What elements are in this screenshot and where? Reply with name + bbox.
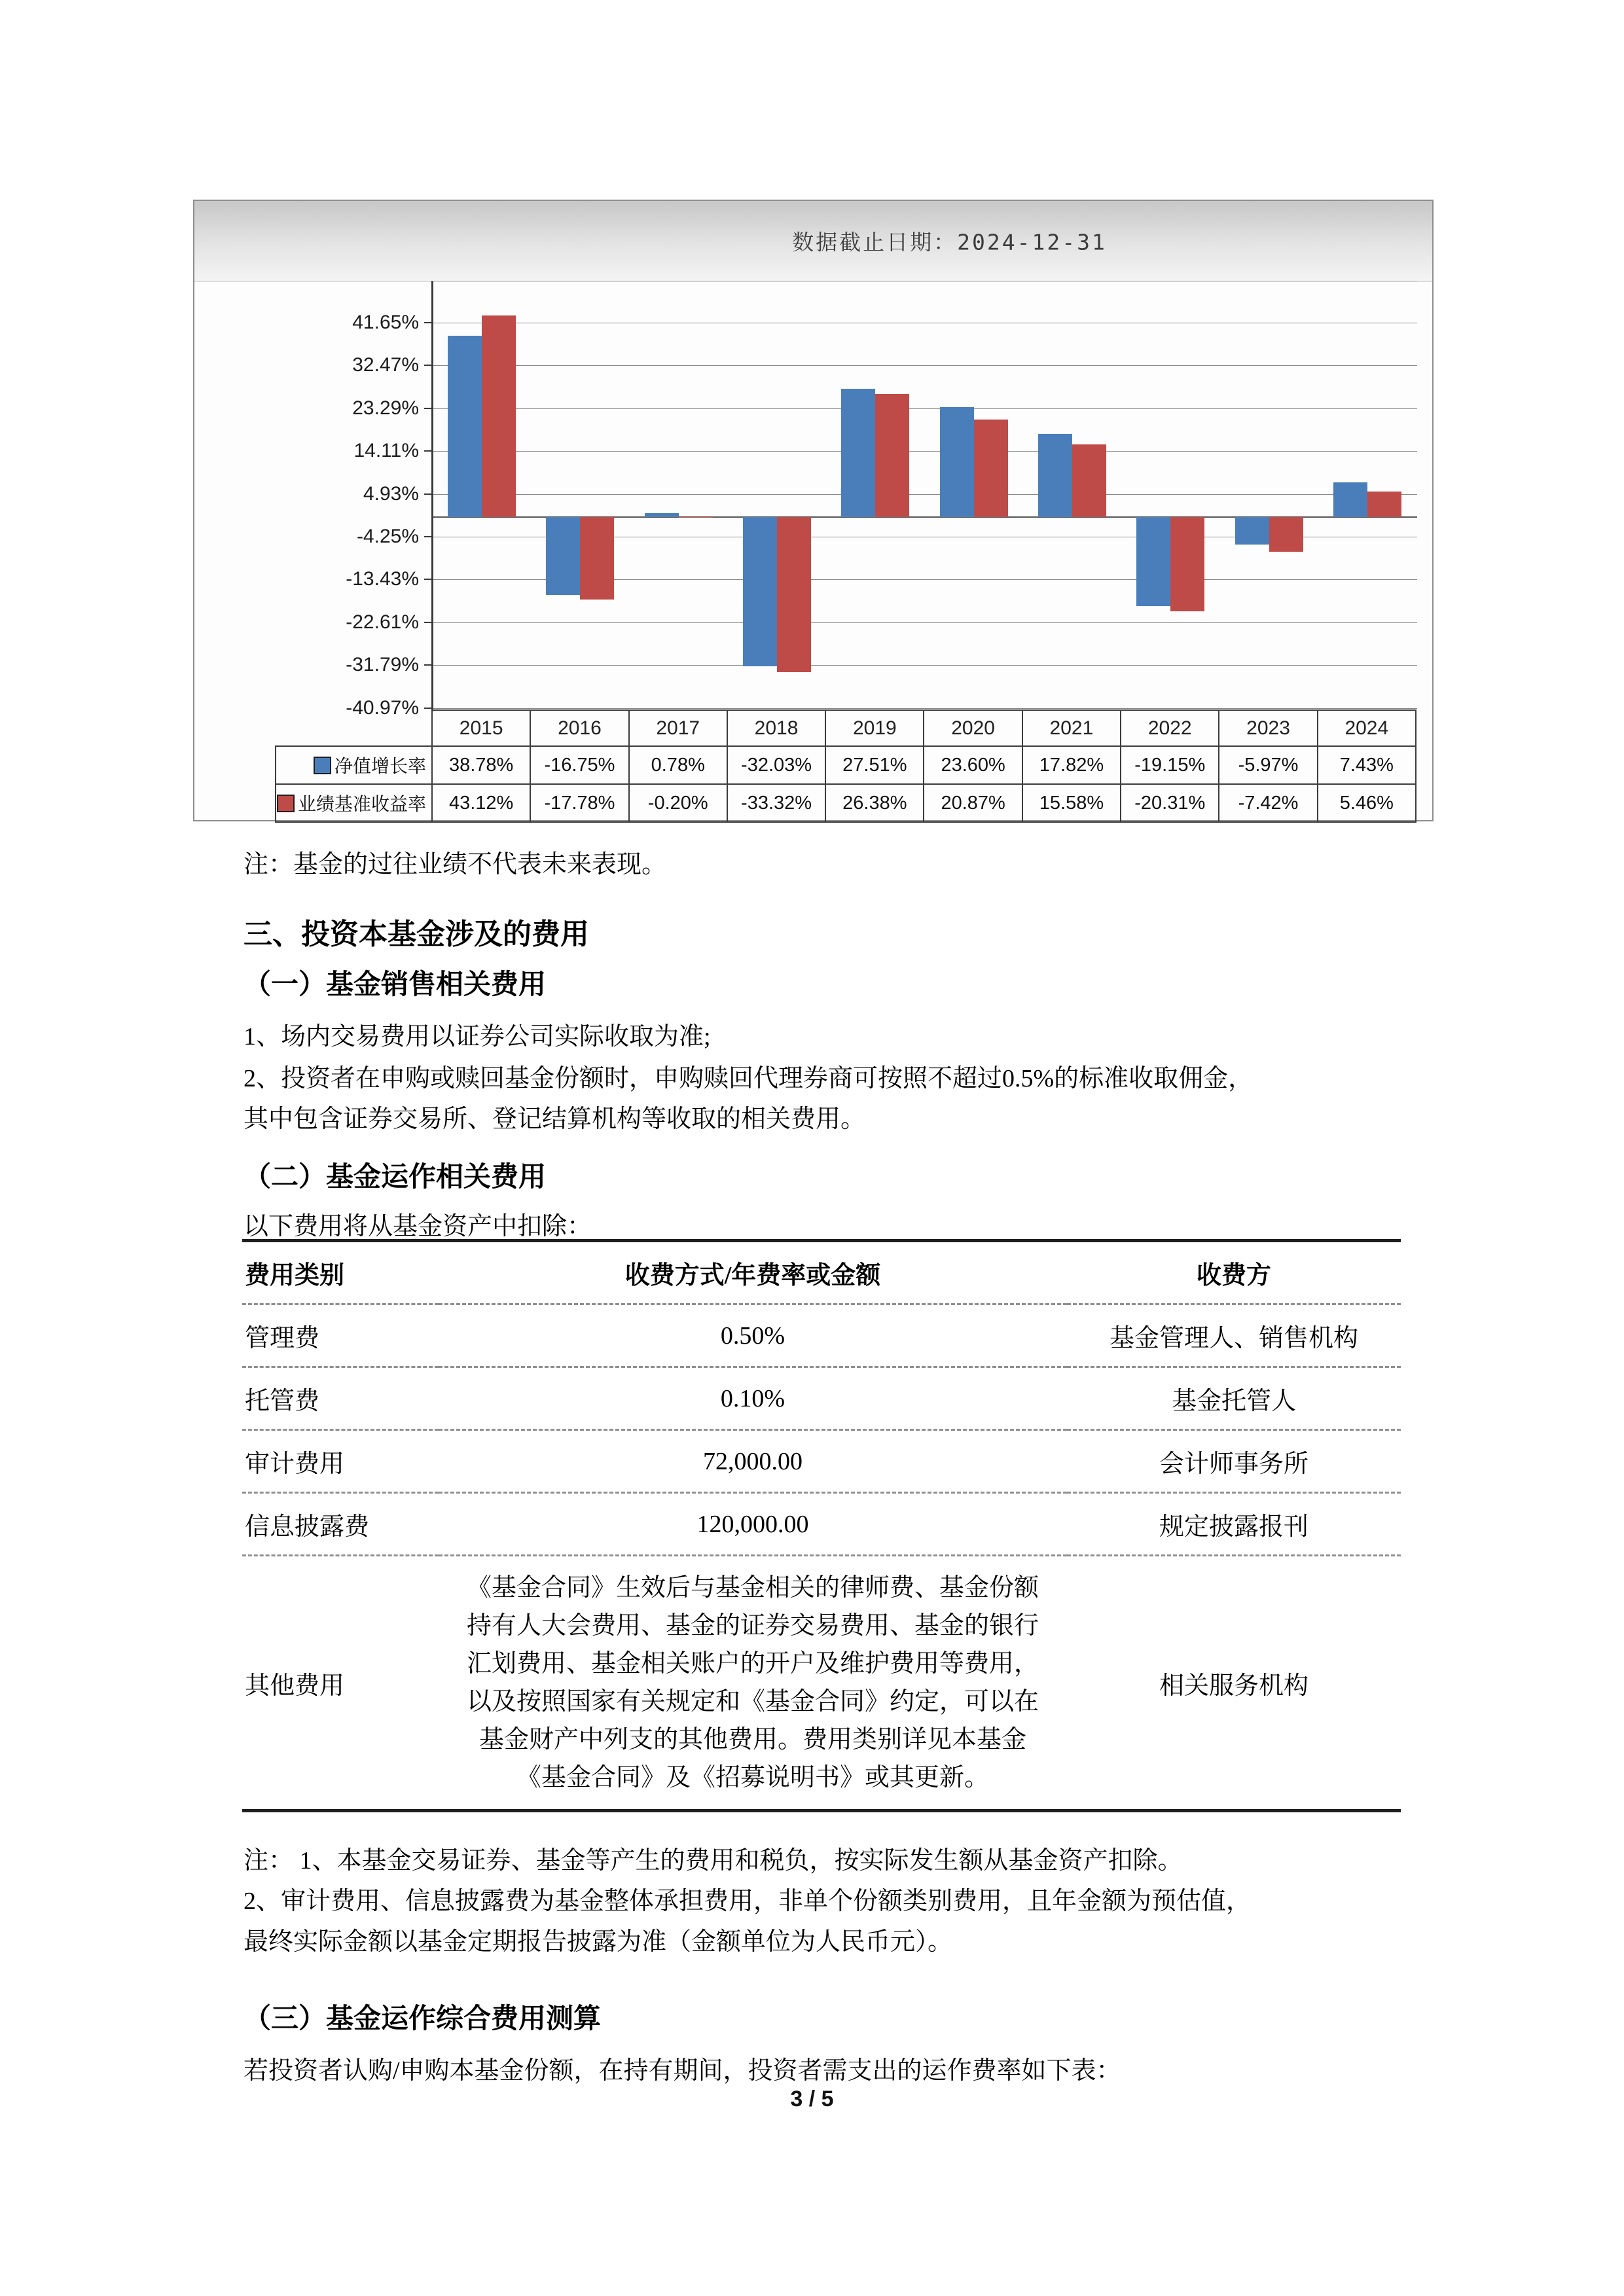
fee-rate: 72,000.00	[703, 1447, 803, 1475]
year-cell: 2015	[432, 710, 530, 746]
value-cell: 17.82%	[1022, 746, 1121, 784]
para-sales-fee-2: 2、投资者在申购或赎回基金份额时，申购赎回代理券商可按照不超过0.5%的标准收取佣金，其中包含证券交易所、登记结算机构等收取的相关费用。	[244, 1065, 1254, 1133]
legend-label: 业绩基准收益率	[297, 794, 426, 814]
year-cell: 2017	[629, 710, 727, 746]
y-axis-label: -13.43%	[346, 568, 419, 590]
bar-净值增长率-2017	[645, 513, 679, 517]
table-row	[242, 1430, 1401, 1493]
gridline	[433, 408, 1417, 409]
year-cell: 2020	[924, 710, 1022, 746]
bar-业绩基准收益率-2019	[875, 394, 909, 517]
subsection-heading-two: （二）基金运作相关费用	[244, 1162, 547, 1193]
gridline	[433, 665, 1417, 666]
fee-table-header-row	[242, 1241, 1401, 1304]
bar-净值增长率-2015	[448, 336, 482, 516]
value-cell: -33.32%	[727, 784, 825, 822]
bar-净值增长率-2019	[841, 389, 875, 517]
para-operation-intro: 以下费用将从基金资产中扣除：	[244, 1213, 592, 1240]
page-number: 3 / 5	[790, 2087, 834, 2111]
table-row	[242, 1493, 1401, 1556]
subsection-heading-three: （三）基金运作综合费用测算	[244, 2004, 602, 2034]
section-heading-three: 三、投资本基金涉及的费用	[244, 918, 589, 950]
fee-payee: 基金托管人	[1171, 1388, 1296, 1415]
chart-series-row	[276, 784, 1416, 822]
year-cell: 2024	[1318, 710, 1416, 746]
subsection-heading-one: （一）基金销售相关费用	[244, 970, 547, 1000]
y-axis-tick	[424, 536, 433, 537]
fee-category: 其他费用	[245, 1672, 345, 1700]
value-cell: -7.42%	[1219, 784, 1317, 822]
value-cell: 20.87%	[924, 784, 1022, 822]
table-row	[242, 1367, 1401, 1430]
value-cell: -32.03%	[727, 746, 825, 784]
value-cell: -19.15%	[1121, 746, 1219, 784]
fee-rate: 120,000.00	[696, 1510, 809, 1538]
year-cell: 2016	[530, 710, 628, 746]
legend-swatch-blue	[314, 757, 331, 774]
fee-table-note-1: 注： 1、本基金交易证券、基金等产生的费用和税负，按实际发生额从基金资产扣除。	[244, 1847, 1183, 1874]
bar-业绩基准收益率-2016	[580, 517, 614, 600]
year-cell: 2021	[1022, 710, 1121, 746]
bar-业绩基准收益率-2023	[1269, 517, 1303, 552]
fee-rate	[439, 1556, 1067, 1811]
value-cell: -16.75%	[530, 746, 628, 784]
y-axis-label: 23.29%	[352, 397, 419, 419]
legend-label: 净值增长率	[334, 756, 426, 776]
y-axis-label: 14.11%	[353, 440, 419, 462]
performance-chart	[193, 200, 1434, 821]
y-axis-tick	[424, 664, 433, 666]
bar-净值增长率-2018	[743, 517, 777, 666]
chart-note: 注：基金的过往业绩不代表未来表现。	[244, 851, 667, 878]
fee-table-note-2: 2、审计费用、信息披露费为基金整体承担费用，非单个份额类别费用，且年金额为预估值，最终实际金额以基金定期报告披露为准（金额单位为人民币元）。	[244, 1888, 1252, 1956]
other-fee-description: 《基金合同》生效后与基金相关的律师费、基金份额持有人大会费用、基金的证券交易费用、基金的银行汇划费用、基金相关账户的开户及维护费用等费用，以及按照国家有关规定和《基金合同》约定，可以在基金财产中列支的其他费用。费用类别详见本基金《基金合同》及《招募说明书》或其更新。	[466, 1574, 1039, 1791]
value-cell: 43.12%	[432, 784, 530, 822]
fee-rate: 0.10%	[720, 1384, 785, 1412]
y-axis-tick	[424, 450, 433, 452]
legend-cell	[276, 746, 432, 784]
value-cell: 27.51%	[825, 746, 924, 784]
fee-payee: 会计师事务所	[1159, 1450, 1308, 1478]
y-axis-label: -31.79%	[346, 654, 419, 676]
year-cell: 2019	[825, 710, 924, 746]
value-cell: 23.60%	[924, 746, 1022, 784]
value-cell: -20.31%	[1121, 784, 1219, 822]
bar-净值增长率-2021	[1038, 434, 1072, 517]
value-cell: -5.97%	[1219, 746, 1317, 784]
bar-业绩基准收益率-2018	[777, 517, 811, 672]
fee-payee: 规定披露报刊	[1159, 1513, 1308, 1541]
bar-净值增长率-2023	[1235, 517, 1269, 545]
y-axis-label: -40.97%	[346, 696, 419, 719]
bar-净值增长率-2024	[1333, 482, 1367, 517]
chart-plot-area	[346, 281, 1417, 719]
fee-header-category: 费用类别	[245, 1262, 345, 1289]
gridline	[433, 451, 1417, 452]
para-sales-fee-1: 1、场内交易费用以证券公司实际收取为准;	[244, 1023, 711, 1050]
gridline	[433, 622, 1417, 623]
y-axis-label: -22.61%	[346, 611, 419, 633]
chart-years-row	[276, 710, 1416, 746]
y-axis-tick	[424, 622, 433, 623]
chart-data-table	[275, 709, 1416, 823]
chart-series-row	[276, 746, 1416, 784]
fee-category: 管理费	[245, 1325, 320, 1352]
year-cell: 2018	[727, 710, 825, 746]
y-axis-tick	[424, 493, 433, 495]
table-row	[242, 1556, 1401, 1811]
legend-cell	[276, 784, 432, 822]
y-axis-tick	[424, 408, 433, 409]
value-cell: 26.38%	[825, 784, 924, 822]
y-axis-tick	[424, 322, 433, 323]
value-cell: 5.46%	[1318, 784, 1416, 822]
value-cell: -0.20%	[629, 784, 727, 822]
gridline	[433, 708, 1417, 709]
fee-payee: 基金管理人、销售机构	[1109, 1325, 1358, 1352]
fee-category: 信息披露费	[245, 1513, 370, 1541]
y-axis-label: 32.47%	[352, 354, 419, 376]
value-cell: 15.58%	[1022, 784, 1121, 822]
table-row	[242, 1304, 1401, 1367]
value-cell: 0.78%	[629, 746, 727, 784]
fee-rate: 0.50%	[720, 1321, 785, 1350]
y-axis-tick	[424, 365, 433, 366]
fee-category: 审计费用	[245, 1450, 345, 1478]
bar-净值增长率-2022	[1136, 517, 1170, 606]
bar-业绩基准收益率-2024	[1367, 492, 1401, 517]
fee-table	[242, 1239, 1401, 1812]
fee-header-payee: 收费方	[1196, 1262, 1271, 1289]
chart-title-band	[194, 201, 1432, 281]
gridline	[433, 365, 1417, 366]
y-axis-tick	[424, 579, 433, 580]
bar-净值增长率-2020	[940, 407, 974, 517]
value-cell: 7.43%	[1318, 746, 1416, 784]
fee-category: 托管费	[245, 1388, 320, 1415]
y-axis-label: 4.93%	[363, 482, 419, 505]
legend-swatch-red	[277, 795, 295, 812]
chart-table-blank-cell	[276, 710, 432, 746]
value-cell: -17.78%	[530, 784, 628, 822]
bar-业绩基准收益率-2020	[974, 420, 1008, 517]
y-axis-label: 41.65%	[352, 311, 419, 333]
value-cell: 38.78%	[432, 746, 530, 784]
year-cell: 2022	[1121, 710, 1219, 746]
bar-业绩基准收益率-2021	[1072, 444, 1106, 517]
year-cell: 2023	[1219, 710, 1317, 746]
gridline	[433, 494, 1417, 495]
bar-业绩基准收益率-2015	[482, 315, 516, 516]
bar-业绩基准收益率-2022	[1170, 517, 1204, 612]
y-axis-label: -4.25%	[356, 525, 419, 547]
chart-title: 数据截止日期：2024-12-31	[792, 229, 1107, 255]
fee-header-rate: 收费方式/年费率或金额	[624, 1262, 881, 1289]
bar-净值增长率-2016	[546, 517, 580, 595]
fee-payee: 相关服务机构	[1159, 1672, 1308, 1700]
para-composite-intro: 若投资者认购/申购本基金份额，在持有期间，投资者需支出的运作费率如下表：	[244, 2057, 1121, 2085]
y-axis-tick	[424, 708, 433, 709]
bar-业绩基准收益率-2017	[679, 517, 713, 518]
